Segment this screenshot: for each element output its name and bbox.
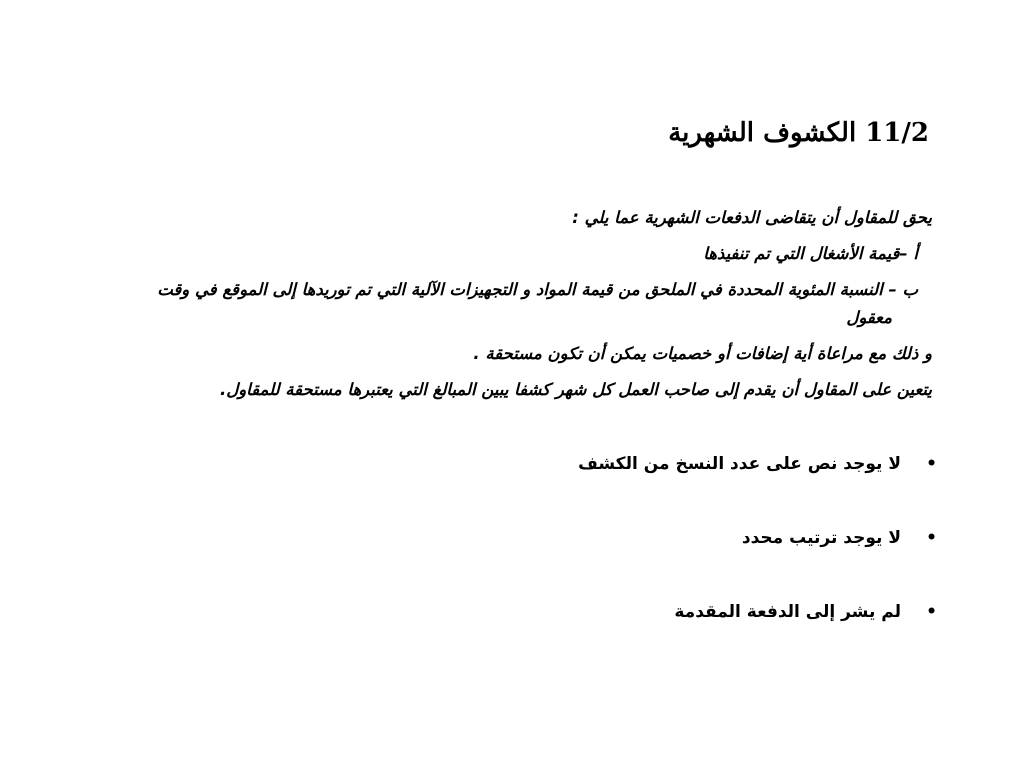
intro-paragraph: يحق للمقاول أن يتقاضى الدفعات الشهرية عما يلي : bbox=[572, 208, 932, 227]
bullet-icon: • bbox=[926, 602, 937, 622]
bullet-item bbox=[578, 450, 939, 524]
additions-paragraph: و ذلك مع مراعاة أية إضافات أو خصميات يمكن أن تكون مستحقة . bbox=[473, 344, 932, 363]
bullet-text: لا يوجد ترتيب محدد bbox=[741, 528, 901, 548]
bullet-icon: • bbox=[926, 454, 937, 474]
slide-title: 11/2 الكشوف الشهرية bbox=[668, 118, 929, 148]
bullet-item bbox=[578, 598, 939, 672]
list-item-a: أ –قيمة الأشغال التي تم تنفيذها bbox=[703, 244, 918, 263]
slide-body bbox=[150, 204, 932, 412]
bullet-icon: • bbox=[926, 528, 937, 548]
bullet-text: لم يشر إلى الدفعة المقدمة bbox=[674, 602, 901, 622]
bullet-list bbox=[578, 450, 939, 672]
list-item-b: ب – النسبة المئوية المحددة في الملحق من قيمة المواد و التجهيزات الآلية التي تم توريدها إلى الموقع في وقت معقول bbox=[157, 280, 918, 327]
bullet-text: لا يوجد نص على عدد النسخ من الكشف bbox=[578, 454, 901, 474]
bullet-item bbox=[578, 524, 939, 598]
monthly-statement-paragraph: يتعين على المقاول أن يقدم إلى صاحب العمل كل شهر كشفا يبين المبالغ التي يعتبرها مستحقة للمقاول. bbox=[219, 380, 932, 399]
